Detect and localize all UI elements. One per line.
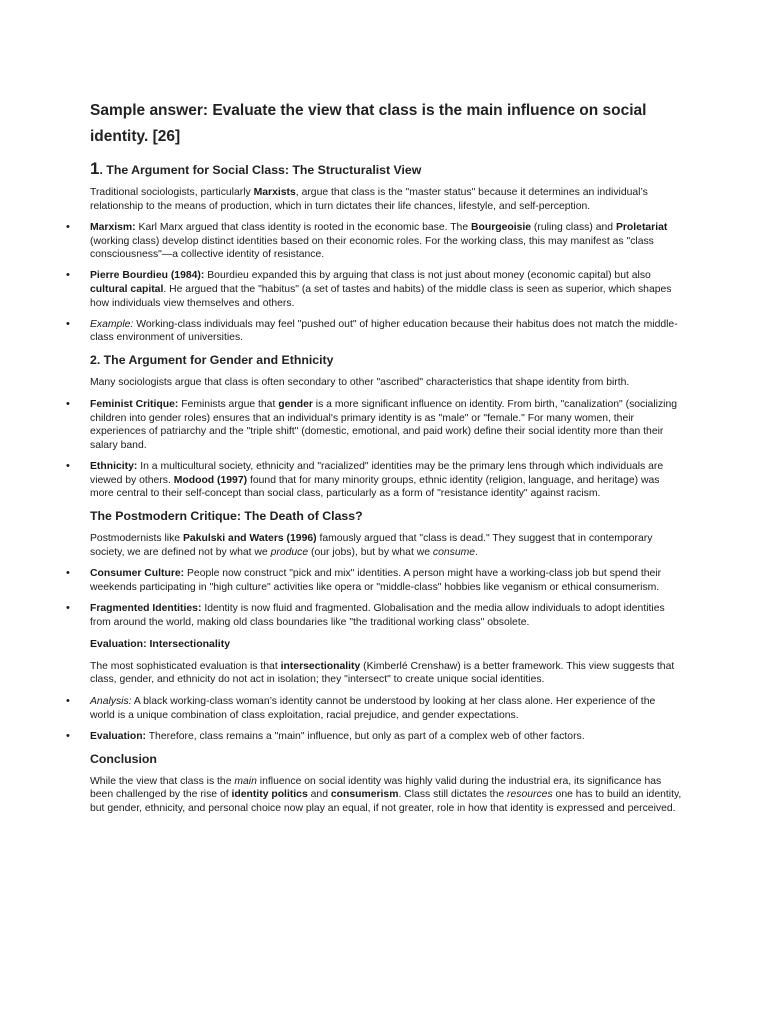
text-run: Therefore, class remains a "main" influence, but only as part of a complex web of other factors. [146, 730, 585, 742]
bold-term: consumerism [330, 789, 399, 801]
bold-term: Bourgeoisie [471, 222, 532, 234]
text-run: . He argued that the "habitus" (a set of tastes and habits) of the middle class is seen as superior, which shapes how individuals view themselves and others. [90, 284, 672, 309]
bullet-icon: • [66, 459, 70, 472]
text-run: Traditional sociologists, particularly [90, 187, 254, 198]
italic-term: main [234, 775, 257, 787]
text-run: , argue that class is the "master status" because it determines an individual’s relationship to the means of production, which in turn dictates their life chances, lifestyle, and self-perception. [90, 187, 648, 212]
section-1-list [66, 221, 682, 345]
text-run: found that for many minority groups, ethnic identity (religion, language, and heritage) was more central to their self-concept than social class, particularly as a form of "resistance identity" against racism. [90, 474, 660, 500]
text-run: Postmodernists like [90, 533, 183, 545]
text-run: Bourdieu expanded this by arguing that class is not just about money (economic capital) but also [204, 270, 651, 282]
bold-term: cultural capital [90, 284, 164, 296]
section-4-list [66, 694, 682, 743]
list-item [66, 221, 682, 262]
list-item [66, 317, 682, 345]
bullet-icon: • [66, 729, 70, 742]
text-run: (working class) develop distinct identities based on their economic roles. For the working class, this may manifest as "class consciousness"—a collective identity of resistance. [90, 235, 654, 261]
text-run: influence on social identity was highly valid during the industrial era, its significance has been challenged by the rise of [90, 775, 662, 801]
conclusion-text [90, 775, 682, 816]
section-1-intro [90, 186, 682, 213]
section-2-list [66, 398, 682, 501]
list-item [66, 694, 682, 722]
text-run: and [307, 789, 331, 801]
text-run: Feminists argue that [178, 399, 279, 411]
bullet-icon: • [66, 694, 70, 707]
bold-term: Fragmented Identities: [90, 603, 202, 615]
text-run: People now construct "pick and mix" identities. A person might have a working-class job but spend their weekends participating in "high culture" activities like opera or "middle-class" hobbies like veganism or ethical consumerism. [90, 568, 662, 593]
bullet-icon: • [66, 398, 70, 411]
italic-term: produce [270, 546, 309, 558]
text-run: While the view that class is the [90, 775, 235, 787]
text-run: Working-class individuals may feel "pushed out" of higher education because their habitus does not match the middle-class environment of universities. [90, 318, 678, 344]
bold-term: Modood (1997) [173, 474, 248, 486]
section-1-heading [90, 161, 682, 178]
italic-term: Example: [90, 318, 134, 330]
bullet-icon: • [66, 269, 70, 282]
text-run: is a more significant influence on identity. From birth, "canalization" (socializing children into gender roles) ensures that an individual's primary identity is as "male" or "female." For many women, their experiences of patriarchy and the "triple shift" (domestic, emotional, and paid work) define their social identity more than their salary band. [90, 399, 677, 451]
section-1-heading-text: . The Argument for Social Class: The Structuralist View [99, 163, 422, 177]
section-1-number: 1 [90, 159, 100, 178]
bullet-icon: • [66, 221, 70, 234]
text-run: . Class still dictates the [398, 789, 508, 801]
text-run: Identity is now fluid and fragmented. Globalisation and the media allow individuals to adopt identities from around the world, making old class boundaries like "the traditional working class" obsolete. [90, 603, 665, 628]
document-title: Sample answer: Evaluate the view that class is the main influence on social identity. [26] [90, 102, 647, 145]
text-run: In a multicultural society, ethnicity and "racialized" identities may be the primary lens through which individuals are viewed by others. [90, 460, 664, 486]
list-item [66, 398, 682, 452]
bold-term: Marxism: [90, 222, 136, 234]
section-3-heading: The Postmodern Critique: The Death of Class? [90, 509, 363, 524]
italic-term: consume [432, 546, 476, 558]
section-4-heading: Evaluation: Intersectionality [90, 637, 231, 650]
document-page [66, 98, 682, 824]
list-item [66, 729, 682, 744]
text-run: (Kimberlé Crenshaw) is a better framework. This view suggests that class, gender, and ethnicity do not act in isolation; they "intersect" to create unique social identities. [90, 660, 675, 686]
section-2-intro: Many sociologists argue that class is often secondary to other "ascribed" characteristics that shape identity from birth. [90, 377, 630, 389]
bold-term: Feminist Critique: [90, 399, 179, 411]
bold-term: Proletariat [615, 222, 668, 234]
section-2-heading: 2. The Argument for Gender and Ethnicity [90, 353, 334, 368]
italic-term: resources [507, 789, 553, 801]
text-run: The most sophisticated evaluation is that [90, 660, 281, 672]
section-3-intro [90, 532, 682, 559]
bold-term: Ethnicity: [90, 460, 138, 472]
bold-term: intersectionality [280, 660, 361, 672]
bullet-icon: • [66, 602, 70, 615]
text-run: one has to build an identity, but gender, ethnicity, and personal choice now play an equal, if not greater, role in how that identity is expressed and perceived. [90, 789, 682, 814]
text-run: . [475, 546, 478, 558]
list-item [66, 567, 682, 594]
bold-term: Consumer Culture: [90, 568, 185, 580]
bullet-icon: • [66, 317, 70, 330]
bullet-icon: • [66, 567, 70, 580]
section-4-intro [90, 660, 682, 687]
text-run: famously argued that "class is dead." They suggest that in contemporary society, we are defined not by what we [90, 533, 653, 558]
conclusion-heading: Conclusion [90, 751, 157, 766]
section-3-list [66, 567, 682, 629]
list-item [66, 459, 682, 501]
bold-term: Evaluation: [90, 730, 147, 742]
list-item [66, 602, 682, 629]
text-run: (ruling class) and [531, 222, 616, 234]
bold-term: identity politics [231, 789, 308, 801]
text-run: (our jobs), but by what we [308, 546, 433, 558]
bold-term: gender [278, 399, 313, 411]
text-run: A black working-class woman’s identity cannot be understood by looking at her class alone. Her experience of the world is a unique combination of class exploitation, racial prejudice, and gender expectations. [90, 695, 656, 721]
bold-term: Marxists [253, 187, 296, 198]
italic-term: Analysis: [90, 695, 132, 707]
bold-term: Pakulski and Waters (1996) [182, 533, 317, 545]
bold-term: Pierre Bourdieu (1984): [90, 270, 205, 282]
text-run: Karl Marx argued that class identity is rooted in the economic base. The [135, 222, 471, 234]
list-item [66, 269, 682, 310]
